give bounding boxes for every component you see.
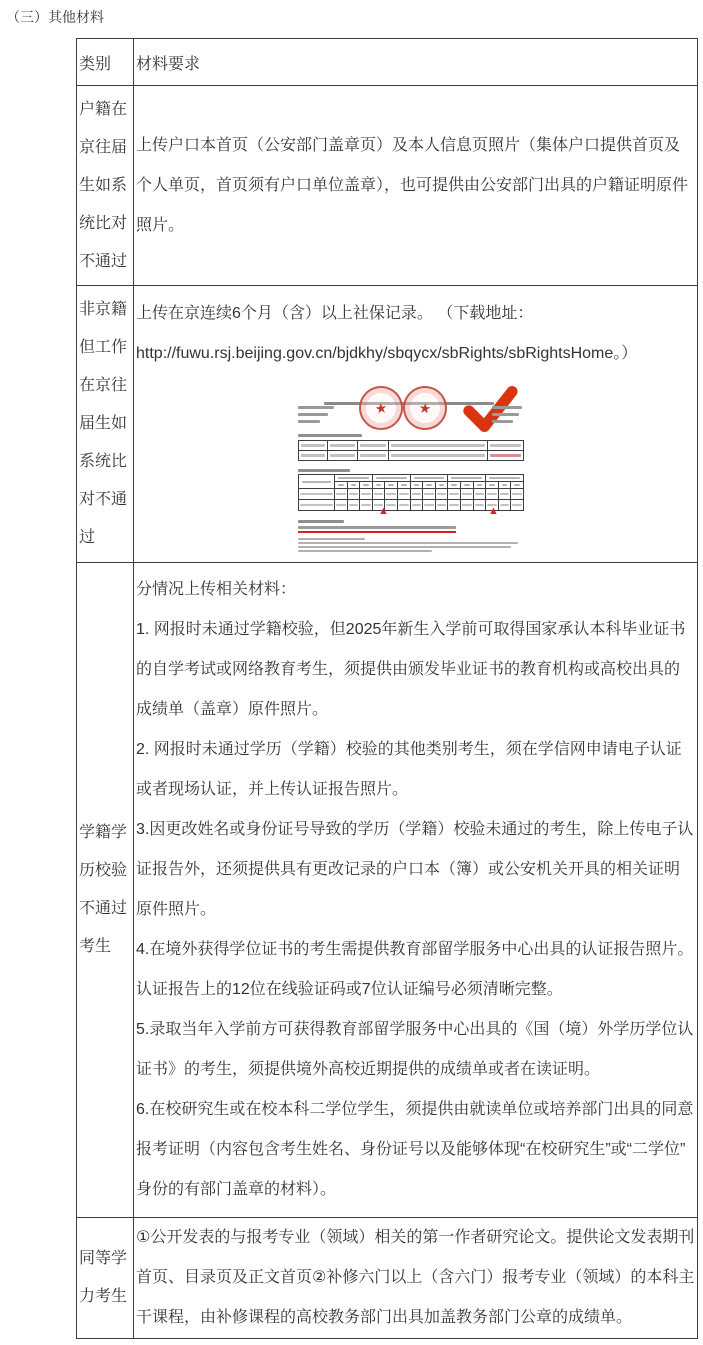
row-requirement (134, 563, 698, 1218)
requirement-paragraph: 4.在境外获得学位证书的考生需提供教育部留学服务中心出具的认证报告照片。认证报告上的12位在线验证码或7位认证编号必须清晰完整。 (136, 941, 694, 998)
blurred-text-line (298, 413, 328, 416)
record-footnotes (298, 536, 522, 554)
table-row-hukou (77, 86, 698, 286)
social-security-record-image (296, 386, 526, 554)
requirement-paragraph: ①公开发表的与报考专业（领域）相关的第一作者研究论文。提供论文发表期刊首页、目录页及正文首页②补修六门以上（含六门）报考专业（领域）的本科主干课程，由补修课程的高校教务部门出具加盖教务部门公章的成绩单。 (136, 1229, 695, 1326)
blurred-text-line (298, 550, 432, 552)
red-arrow-marker: ▲ (378, 505, 389, 517)
official-stamp-icon (356, 386, 406, 433)
row-category: 非京籍但工作在京往届生如系统比对不通过 (77, 286, 134, 563)
section-heading: （三）其他材料 (6, 9, 104, 25)
requirement-paragraph: 上传户口本首页（公安部门盖章页）及本人信息页照片（集体户口提供首页及个人单页，首页须有户口单位盖章），也可提供由公安部门出具的户籍证明原件照片。 (136, 136, 689, 234)
blurred-text-line (298, 538, 365, 540)
record-summary-table (298, 440, 524, 461)
requirement-paragraph: 6.在校研究生或在校本科二学位学生，须提供由就读单位或培养部门出具的同意报考证明（内容包含考生姓名、身份证号以及能够体现“在校研究生”或“二学位”身份的有部门盖章的材料）。 (136, 1101, 694, 1198)
blurred-text-line (492, 406, 522, 409)
section-label-line (298, 469, 350, 472)
star-icon: ★ (373, 399, 389, 417)
column-header-category: 类别 (77, 39, 134, 86)
requirement-paragraph: 1. 网报时未通过学籍校验，但2025年新生入学前可取得国家承认本科毕业证书的自学考试或网络教育考生，须提供由颁发毕业证书的教育机构或高校出具的成绩单（盖章）原件照片。 (136, 621, 686, 718)
row-requirement (134, 286, 698, 563)
official-stamp-icon (401, 386, 449, 432)
table-row-xueji-check (77, 563, 698, 1218)
record-meta-lines (492, 402, 522, 427)
table-row-tongdengxueli (77, 1218, 698, 1339)
materials-table (76, 38, 698, 1339)
star-icon: ★ (417, 399, 433, 417)
red-underlined-note (298, 526, 456, 533)
requirement-paragraph: 上传在京连续6个月（含）以上社保记录。 （下载地址：http://fuwu.rsj.beijing.gov.cn/bjdkhy/sbqycx/sbRights/sbRightsHome。） (136, 305, 638, 362)
blurred-text-line (298, 406, 334, 409)
record-meta-lines (298, 402, 334, 427)
red-arrow-marker: ▲ (488, 505, 499, 517)
blurred-text-line (492, 413, 519, 416)
blurred-text-line (298, 546, 511, 548)
blurred-text-line (298, 542, 518, 544)
row-category: 同等学力考生 (77, 1218, 134, 1339)
section-label-line (298, 434, 362, 437)
requirement-paragraph: 3.因更改姓名或身份证号导致的学历（学籍）校验未通过的考生，除上传电子认证报告外，还须提供具有更改记录的户口本（簿）或公安机关开具的相关证明原件照片。 (136, 821, 694, 918)
row-category: 学籍学历校验不通过考生 (77, 563, 134, 1218)
requirement-paragraph: 2. 网报时未通过学历（学籍）校验的其他类别考生，须在学信网申请电子认证或者现场认证，并上传认证报告照片。 (136, 741, 682, 798)
row-category: 户籍在京往届生如系统比对不通过 (77, 86, 134, 286)
row-requirement (134, 86, 698, 286)
requirement-paragraph: 分情况上传相关材料： (136, 581, 297, 598)
row-requirement (134, 1218, 698, 1339)
blurred-text-line (492, 420, 513, 423)
table-row-social-security (77, 286, 698, 563)
section-label-line (298, 520, 344, 523)
column-header-requirement: 材料要求 (134, 39, 698, 86)
table-header-row (77, 39, 698, 86)
blurred-text-line (298, 420, 320, 423)
requirement-paragraph: 5.录取当年入学前方可获得教育部留学服务中心出具的《国（境）外学历学位认证书》的考生，须提供境外高校近期提供的成绩单或者在读证明。 (136, 1021, 694, 1078)
